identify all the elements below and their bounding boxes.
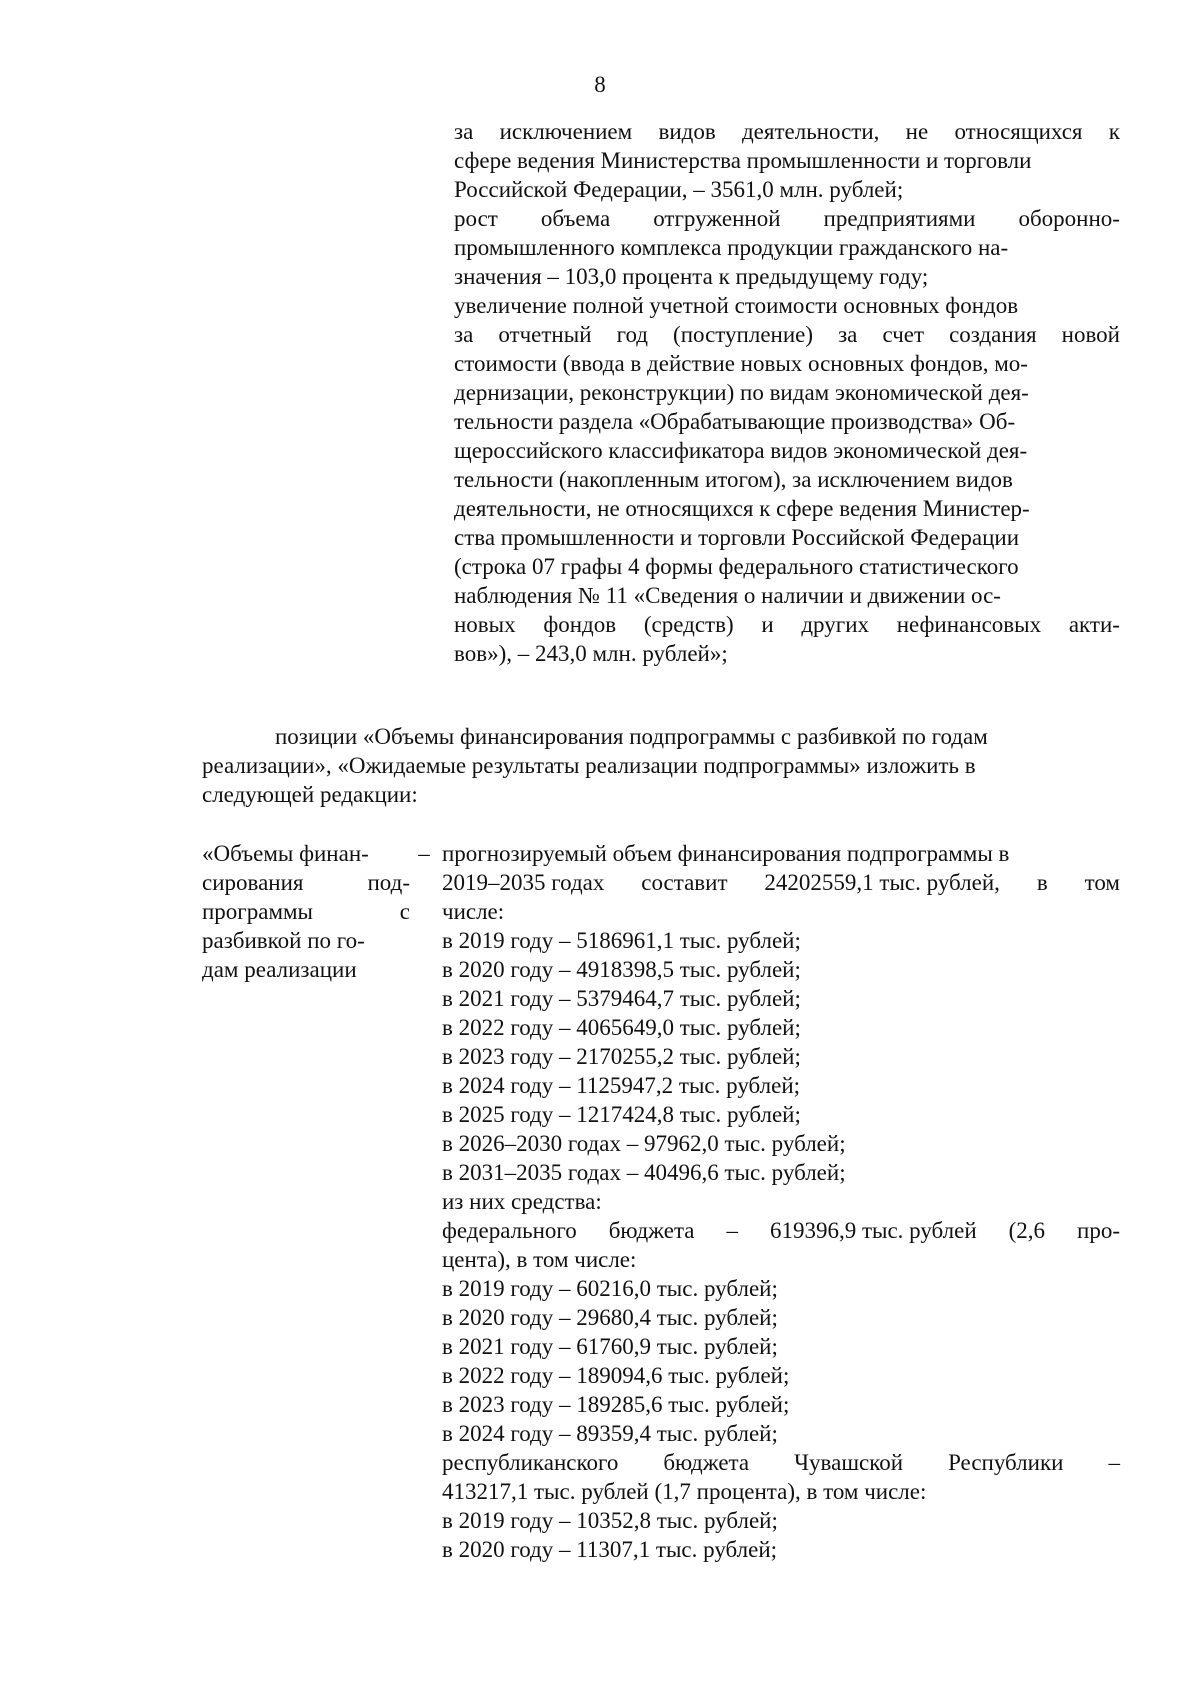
text-word: других xyxy=(801,612,870,637)
text-line xyxy=(454,610,1120,639)
table-row-dash: – xyxy=(418,841,430,866)
text-line: Российской Федерации, – 3561,0 млн. рублей; xyxy=(454,177,904,202)
text-line: позиции «Объемы финансирования подпрограммы с разбивкой по годам xyxy=(275,724,988,749)
text-word: программы xyxy=(202,899,314,924)
text-line xyxy=(442,1448,1120,1477)
text-word: не xyxy=(905,119,929,144)
table-row-content xyxy=(442,839,1120,1564)
text-word: счет xyxy=(882,322,925,347)
text-word: составит xyxy=(641,870,728,895)
text-line: реализации», «Ожидаемые результаты реализации подпрограммы» изложить в xyxy=(202,753,976,778)
text-word: за xyxy=(454,322,474,347)
text-word: предприятиями xyxy=(823,206,976,231)
text-word: сирования xyxy=(202,870,304,895)
text-line: ства промышленности и торговли Российской Федерации xyxy=(454,525,1020,550)
text-word: (средств) xyxy=(643,612,734,637)
text-word: бюджета xyxy=(608,1218,695,1243)
text-line: из них средства: xyxy=(442,1189,602,1214)
text-word: – xyxy=(1108,1450,1120,1475)
text-line: тельности раздела «Обрабатывающие производства» Об- xyxy=(454,409,1016,434)
text-line: прогнозируемый объем финансирования подпрограммы в xyxy=(442,841,1010,866)
text-word: про- xyxy=(1077,1218,1120,1243)
text-line: «Объемы финан- xyxy=(202,841,369,866)
text-line: вов»), – 243,0 млн. рублей»; xyxy=(454,641,728,666)
text-line: в 2031–2035 годах – 40496,6 тыс. рублей; xyxy=(442,1160,846,1185)
text-line xyxy=(202,868,410,897)
text-line: в 2019 году – 5186961,1 тыс. рублей; xyxy=(442,928,801,953)
text-word: акти- xyxy=(1068,612,1120,637)
text-line: в 2023 году – 189285,6 тыс. рублей; xyxy=(442,1392,790,1417)
text-line: дам реализации xyxy=(202,957,357,982)
text-word: новых xyxy=(454,612,516,637)
text-line xyxy=(202,897,410,926)
text-word: год xyxy=(616,322,648,347)
text-word: и xyxy=(761,612,774,637)
text-word: создания xyxy=(949,322,1037,347)
text-word: 24202559,1 тыс. рублей, xyxy=(764,870,1000,895)
text-word: в xyxy=(1036,870,1048,895)
text-line: значения – 103,0 процента к предыдущему году; xyxy=(454,264,929,289)
text-word: 619396,9 тыс. рублей xyxy=(769,1218,977,1243)
text-line: цента), в том числе: xyxy=(442,1247,637,1272)
text-line: сфере ведения Министерства промышленности и торговли xyxy=(454,148,1032,173)
text-word: видов xyxy=(658,119,716,144)
text-word: фондов xyxy=(543,612,617,637)
text-line: в 2025 году – 1217424,8 тыс. рублей; xyxy=(442,1102,801,1127)
text-line: 413217,1 тыс. рублей (1,7 процента), в том числе: xyxy=(442,1479,927,1504)
text-line: (строка 07 графы 4 формы федерального статистического xyxy=(454,554,1019,579)
page-number: 8 xyxy=(594,72,606,97)
text-line xyxy=(454,320,1120,349)
text-word: к xyxy=(1108,119,1120,144)
text-line: разбивкой по го- xyxy=(202,928,365,953)
text-word: новой xyxy=(1061,322,1120,347)
text-line: в 2019 году – 10352,8 тыс. рублей; xyxy=(442,1508,778,1533)
text-line: в 2021 году – 5379464,7 тыс. рублей; xyxy=(442,986,801,1011)
text-word: деятельности, xyxy=(741,119,880,144)
text-word: Чувашской xyxy=(794,1450,904,1475)
text-word: – xyxy=(726,1218,738,1243)
text-line: щероссийского классификатора видов экономической дея- xyxy=(454,438,1028,463)
text-line: увеличение полной учетной стоимости основных фондов xyxy=(454,293,1019,318)
text-line: тельности (накопленным итогом), за исключением видов xyxy=(454,467,1013,492)
text-line: в 2019 году – 60216,0 тыс. рублей; xyxy=(442,1276,778,1301)
text-line xyxy=(442,1216,1120,1245)
text-word: под- xyxy=(367,870,410,895)
text-line: в 2020 году – 4918398,5 тыс. рублей; xyxy=(442,957,801,982)
text-line: в 2026–2030 годах – 97962,0 тыс. рублей; xyxy=(442,1131,846,1156)
text-line xyxy=(442,868,1120,897)
text-line: в 2022 году – 189094,6 тыс. рублей; xyxy=(442,1363,790,1388)
text-line: в 2020 году – 29680,4 тыс. рублей; xyxy=(442,1305,778,1330)
text-line: в 2023 году – 2170255,2 тыс. рублей; xyxy=(442,1044,801,1069)
text-line: наблюдения № 11 «Сведения о наличии и движении ос- xyxy=(454,583,1001,608)
text-line: в 2024 году – 89359,4 тыс. рублей; xyxy=(442,1421,778,1446)
text-line: в 2022 году – 4065649,0 тыс. рублей; xyxy=(442,1015,801,1040)
text-word: объема xyxy=(540,206,611,231)
text-word: за xyxy=(454,119,474,144)
text-word: нефинансовых xyxy=(896,612,1042,637)
text-word: (поступление) xyxy=(673,322,814,347)
text-word: исключением xyxy=(499,119,633,144)
text-line: в 2021 году – 61760,9 тыс. рублей; xyxy=(442,1334,778,1359)
text-line: дернизации, реконструкции) по видам экономической дея- xyxy=(454,380,1029,405)
text-word: (2,6 xyxy=(1008,1218,1046,1243)
text-line: деятельности, не относящихся к сфере ведения Министер- xyxy=(454,496,1030,521)
table-row-label xyxy=(202,839,410,984)
text-line: следующей редакции: xyxy=(202,782,418,807)
text-line: числе: xyxy=(442,899,505,924)
text-word: с xyxy=(399,899,410,924)
text-word: отгруженной xyxy=(653,206,781,231)
amendment-paragraph xyxy=(202,722,1120,809)
text-line xyxy=(454,204,1120,233)
text-word: рост xyxy=(454,206,498,231)
text-line: промышленного комплекса продукции гражданского на- xyxy=(454,235,1009,260)
text-word: 2019–2035 годах xyxy=(442,870,605,895)
text-word: том xyxy=(1084,870,1120,895)
text-word: Республики xyxy=(948,1450,1064,1475)
text-line: стоимости (ввода в действие новых основных фондов, мо- xyxy=(454,351,1028,376)
text-word: за xyxy=(838,322,858,347)
text-line xyxy=(454,117,1120,146)
text-word: республиканского xyxy=(442,1450,619,1475)
text-line: в 2024 году – 1125947,2 тыс. рублей; xyxy=(442,1073,801,1098)
intro-text-block xyxy=(454,117,1120,668)
text-line: в 2020 году – 11307,1 тыс. рублей; xyxy=(442,1537,778,1562)
text-word: федерального xyxy=(442,1218,577,1243)
text-word: оборонно- xyxy=(1018,206,1120,231)
text-word: отчетный xyxy=(498,322,592,347)
text-word: бюджета xyxy=(663,1450,750,1475)
text-word: относящихся xyxy=(954,119,1083,144)
